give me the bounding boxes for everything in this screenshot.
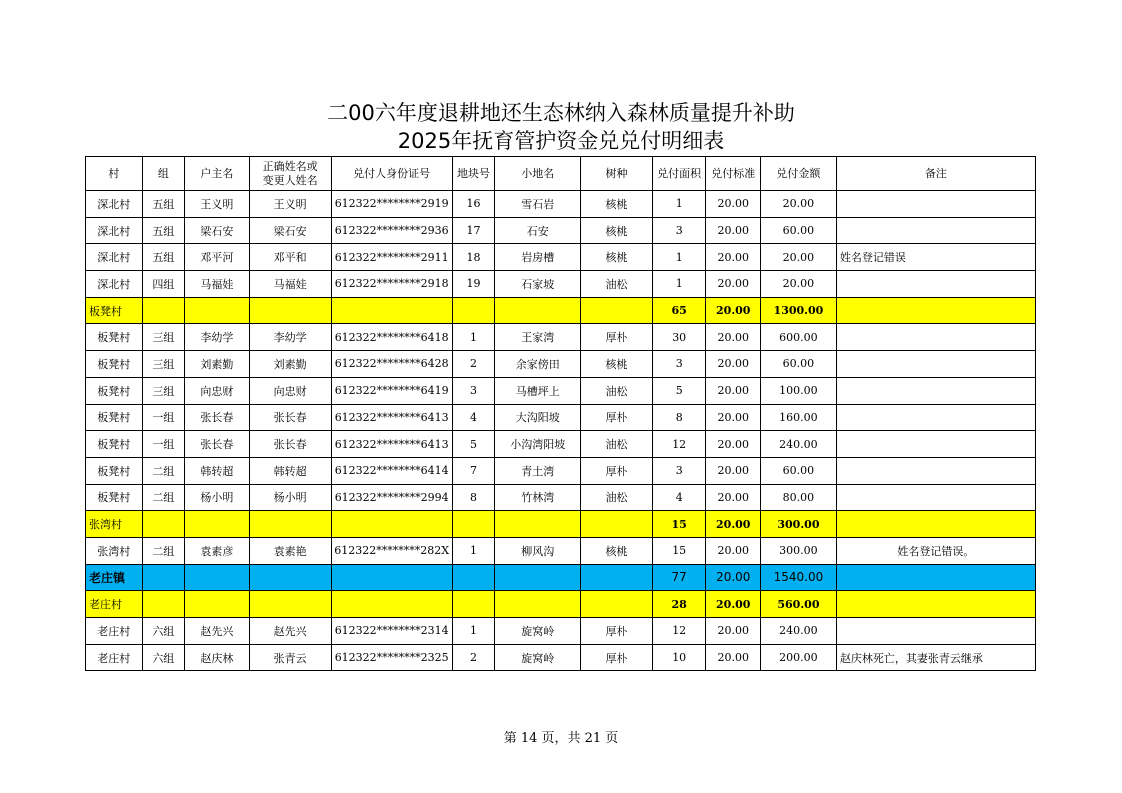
cell-householder: [185, 511, 250, 538]
header-householder: 户主名: [185, 157, 250, 191]
cell-amount: 600.00: [761, 324, 837, 351]
cell-group: 二组: [142, 537, 184, 564]
cell-householder: 王义明: [185, 191, 250, 218]
cell-village: 张湾村: [86, 537, 143, 564]
payment-detail-table: [85, 156, 1036, 671]
cell-area: 12: [652, 431, 706, 458]
table-row: [86, 244, 1036, 271]
cell-tree-species: [581, 564, 653, 591]
cell-area: 28: [652, 591, 706, 618]
cell-area: 3: [652, 351, 706, 378]
cell-plot-number: 8: [452, 484, 494, 511]
cell-correct-name: 赵先兴: [249, 618, 331, 645]
cell-rate: 20.00: [706, 404, 761, 431]
table-row: [86, 324, 1036, 351]
cell-tree-species: 油松: [581, 484, 653, 511]
cell-area: 10: [652, 644, 706, 671]
cell-area: 65: [652, 297, 706, 324]
cell-remarks: [836, 271, 1035, 298]
cell-rate: 20.00: [706, 457, 761, 484]
cell-rate: 20.00: [706, 324, 761, 351]
town-subtotal-row: [86, 564, 1036, 591]
cell-householder: 韩转超: [185, 457, 250, 484]
cell-group: 六组: [142, 644, 184, 671]
cell-rate: 20.00: [706, 377, 761, 404]
cell-area: 12: [652, 618, 706, 645]
cell-householder: [185, 297, 250, 324]
cell-householder: [185, 591, 250, 618]
header-rate: 兑付标准: [706, 157, 761, 191]
cell-village: 板凳村: [86, 324, 143, 351]
cell-village: 板凳村: [86, 404, 143, 431]
table-row: [86, 644, 1036, 671]
cell-tree-species: 厚朴: [581, 618, 653, 645]
cell-place-name: 石安: [495, 217, 581, 244]
cell-amount: 60.00: [761, 351, 837, 378]
cell-plot-number: 1: [452, 618, 494, 645]
cell-group: [142, 297, 184, 324]
cell-amount: 1540.00: [761, 564, 837, 591]
cell-area: 15: [652, 511, 706, 538]
cell-rate: 20.00: [706, 644, 761, 671]
cell-correct-name: 张青云: [249, 644, 331, 671]
table-row: [86, 537, 1036, 564]
cell-rate: 20.00: [706, 431, 761, 458]
cell-rate: 20.00: [706, 217, 761, 244]
cell-amount: 20.00: [761, 191, 837, 218]
header-correct-name: [249, 157, 331, 191]
cell-village: 深北村: [86, 191, 143, 218]
header-correct-name-text: 正确姓名或 变更人姓名: [262, 159, 318, 187]
cell-householder: 赵先兴: [185, 618, 250, 645]
cell-tree-species: 核桃: [581, 217, 653, 244]
cell-rate: 20.00: [706, 511, 761, 538]
cell-village: 板凳村: [86, 457, 143, 484]
cell-rate: 20.00: [706, 297, 761, 324]
cell-place-name: 石家坡: [495, 271, 581, 298]
cell-householder: 张长春: [185, 404, 250, 431]
cell-plot-number: 2: [452, 644, 494, 671]
cell-correct-name: 马福娃: [249, 271, 331, 298]
cell-plot-number: [452, 297, 494, 324]
cell-remarks: [836, 217, 1035, 244]
cell-correct-name: 王义明: [249, 191, 331, 218]
header-place-name: 小地名: [495, 157, 581, 191]
cell-area: 77: [652, 564, 706, 591]
header-group: 组: [142, 157, 184, 191]
cell-tree-species: 厚朴: [581, 644, 653, 671]
cell-place-name: 王家湾: [495, 324, 581, 351]
cell-plot-number: 3: [452, 377, 494, 404]
cell-rate: 20.00: [706, 484, 761, 511]
header-id-number: 兑付人身份证号: [331, 157, 452, 191]
cell-place-name: 岩房槽: [495, 244, 581, 271]
cell-group: 二组: [142, 484, 184, 511]
cell-remarks: [836, 351, 1035, 378]
cell-plot-number: [452, 591, 494, 618]
table-row: [86, 377, 1036, 404]
cell-place-name: 余家傍田: [495, 351, 581, 378]
cell-plot-number: 19: [452, 271, 494, 298]
cell-tree-species: 核桃: [581, 244, 653, 271]
table-row: [86, 271, 1036, 298]
cell-rate: 20.00: [706, 618, 761, 645]
cell-correct-name: [249, 511, 331, 538]
cell-correct-name: [249, 591, 331, 618]
cell-remarks: [836, 591, 1035, 618]
cell-amount: 20.00: [761, 244, 837, 271]
cell-remarks: [836, 618, 1035, 645]
cell-householder: [185, 564, 250, 591]
cell-rate: 20.00: [706, 591, 761, 618]
cell-tree-species: 厚朴: [581, 324, 653, 351]
page-title-line1: 二00六年度退耕地还生态林纳入森林质量提升补助: [327, 101, 795, 125]
page-title-line2: 2025年抚育管护资金兑兑付明细表: [397, 129, 725, 153]
cell-remarks: [836, 564, 1035, 591]
cell-group: 五组: [142, 244, 184, 271]
cell-group: 五组: [142, 191, 184, 218]
cell-id-number: 612322********282X: [331, 537, 452, 564]
cell-amount: 60.00: [761, 217, 837, 244]
cell-id-number: 612322********2314: [331, 618, 452, 645]
cell-village: 老庄镇: [86, 564, 143, 591]
cell-plot-number: 16: [452, 191, 494, 218]
cell-area: 4: [652, 484, 706, 511]
cell-id-number: [331, 564, 452, 591]
cell-place-name: 大沟阳坡: [495, 404, 581, 431]
cell-group: [142, 511, 184, 538]
cell-area: 1: [652, 244, 706, 271]
village-subtotal-row: [86, 297, 1036, 324]
cell-householder: 李幼学: [185, 324, 250, 351]
table-row: [86, 217, 1036, 244]
cell-area: 5: [652, 377, 706, 404]
header-remarks: 备注: [836, 157, 1035, 191]
header-area: 兑付面积: [652, 157, 706, 191]
cell-householder: 赵庆林: [185, 644, 250, 671]
cell-place-name: 旋窝岭: [495, 644, 581, 671]
cell-area: 1: [652, 191, 706, 218]
cell-remarks: [836, 511, 1035, 538]
table-row: [86, 618, 1036, 645]
cell-id-number: [331, 591, 452, 618]
cell-group: 三组: [142, 351, 184, 378]
table-row: [86, 484, 1036, 511]
cell-amount: 300.00: [761, 511, 837, 538]
cell-plot-number: 7: [452, 457, 494, 484]
cell-place-name: 雪石岩: [495, 191, 581, 218]
cell-householder: 袁素彦: [185, 537, 250, 564]
table-row: [86, 351, 1036, 378]
cell-area: 30: [652, 324, 706, 351]
header-tree-species: 树种: [581, 157, 653, 191]
cell-amount: 560.00: [761, 591, 837, 618]
cell-correct-name: 梁石安: [249, 217, 331, 244]
page-footer: 第 14 页，共 21 页: [503, 731, 619, 746]
cell-id-number: 612322********2918: [331, 271, 452, 298]
cell-village: 张湾村: [86, 511, 143, 538]
cell-id-number: 612322********2325: [331, 644, 452, 671]
header-village: 村: [86, 157, 143, 191]
cell-rate: 20.00: [706, 537, 761, 564]
cell-village: 板凳村: [86, 297, 143, 324]
cell-remarks: [836, 431, 1035, 458]
cell-amount: 300.00: [761, 537, 837, 564]
cell-place-name: [495, 564, 581, 591]
cell-village: 板凳村: [86, 377, 143, 404]
cell-area: 3: [652, 217, 706, 244]
cell-id-number: 612322********6413: [331, 431, 452, 458]
cell-place-name: [495, 297, 581, 324]
cell-id-number: [331, 297, 452, 324]
cell-correct-name: [249, 297, 331, 324]
cell-group: 五组: [142, 217, 184, 244]
cell-remarks: 姓名登记错误: [836, 244, 1035, 271]
cell-householder: 刘素勤: [185, 351, 250, 378]
cell-plot-number: [452, 511, 494, 538]
cell-correct-name: 邓平和: [249, 244, 331, 271]
cell-rate: 20.00: [706, 191, 761, 218]
cell-area: 8: [652, 404, 706, 431]
cell-amount: 160.00: [761, 404, 837, 431]
cell-remarks: 赵庆林死亡，其妻张青云继承: [836, 644, 1035, 671]
cell-remarks: 姓名登记错误。: [836, 537, 1035, 564]
cell-id-number: 612322********6428: [331, 351, 452, 378]
cell-plot-number: 5: [452, 431, 494, 458]
cell-group: 三组: [142, 377, 184, 404]
cell-amount: 100.00: [761, 377, 837, 404]
cell-id-number: [331, 511, 452, 538]
cell-village: 板凳村: [86, 484, 143, 511]
cell-group: 六组: [142, 618, 184, 645]
cell-correct-name: 李幼学: [249, 324, 331, 351]
cell-correct-name: 袁素艳: [249, 537, 331, 564]
cell-place-name: 青土湾: [495, 457, 581, 484]
cell-remarks: [836, 457, 1035, 484]
cell-tree-species: 核桃: [581, 537, 653, 564]
cell-place-name: [495, 511, 581, 538]
cell-tree-species: 厚朴: [581, 404, 653, 431]
cell-id-number: 612322********6414: [331, 457, 452, 484]
cell-tree-species: [581, 511, 653, 538]
cell-correct-name: 张长春: [249, 431, 331, 458]
cell-tree-species: 油松: [581, 431, 653, 458]
cell-id-number: 612322********6418: [331, 324, 452, 351]
cell-amount: 1300.00: [761, 297, 837, 324]
table-body: [86, 191, 1036, 671]
cell-group: [142, 591, 184, 618]
cell-id-number: 612322********2994: [331, 484, 452, 511]
cell-correct-name: [249, 564, 331, 591]
cell-tree-species: 油松: [581, 377, 653, 404]
village-subtotal-row: [86, 511, 1036, 538]
cell-village: 老庄村: [86, 591, 143, 618]
table-row: [86, 431, 1036, 458]
cell-village: 板凳村: [86, 351, 143, 378]
cell-village: 深北村: [86, 244, 143, 271]
cell-place-name: 旋窝岭: [495, 618, 581, 645]
table-row: [86, 457, 1036, 484]
cell-area: 1: [652, 271, 706, 298]
cell-correct-name: 杨小明: [249, 484, 331, 511]
header-plot-number: 地块号: [452, 157, 494, 191]
cell-householder: 邓平河: [185, 244, 250, 271]
cell-amount: 240.00: [761, 431, 837, 458]
cell-id-number: 612322********6413: [331, 404, 452, 431]
cell-remarks: [836, 404, 1035, 431]
cell-tree-species: 油松: [581, 271, 653, 298]
cell-rate: 20.00: [706, 351, 761, 378]
cell-place-name: 柳风沟: [495, 537, 581, 564]
cell-id-number: 612322********2936: [331, 217, 452, 244]
cell-remarks: [836, 297, 1035, 324]
cell-plot-number: 2: [452, 351, 494, 378]
cell-tree-species: 核桃: [581, 191, 653, 218]
cell-householder: 马福娃: [185, 271, 250, 298]
cell-rate: 20.00: [706, 244, 761, 271]
cell-amount: 200.00: [761, 644, 837, 671]
cell-amount: 20.00: [761, 271, 837, 298]
cell-amount: 240.00: [761, 618, 837, 645]
cell-rate: 20.00: [706, 271, 761, 298]
cell-remarks: [836, 324, 1035, 351]
cell-id-number: 612322********2911: [331, 244, 452, 271]
cell-tree-species: [581, 591, 653, 618]
cell-village: 深北村: [86, 271, 143, 298]
cell-group: 四组: [142, 271, 184, 298]
cell-remarks: [836, 191, 1035, 218]
cell-householder: 向忠财: [185, 377, 250, 404]
cell-village: 深北村: [86, 217, 143, 244]
cell-remarks: [836, 377, 1035, 404]
cell-place-name: [495, 591, 581, 618]
cell-group: 二组: [142, 457, 184, 484]
table-header-row: [86, 157, 1036, 191]
cell-amount: 80.00: [761, 484, 837, 511]
cell-village: 老庄村: [86, 618, 143, 645]
cell-group: 三组: [142, 324, 184, 351]
cell-householder: 杨小明: [185, 484, 250, 511]
cell-village: 板凳村: [86, 431, 143, 458]
cell-group: 一组: [142, 431, 184, 458]
cell-householder: 梁石安: [185, 217, 250, 244]
cell-place-name: 竹林湾: [495, 484, 581, 511]
cell-rate: 20.00: [706, 564, 761, 591]
cell-plot-number: [452, 564, 494, 591]
cell-correct-name: 韩转超: [249, 457, 331, 484]
cell-correct-name: 向忠财: [249, 377, 331, 404]
cell-correct-name: 刘素勤: [249, 351, 331, 378]
cell-place-name: 马槽坪上: [495, 377, 581, 404]
cell-plot-number: 1: [452, 324, 494, 351]
cell-area: 3: [652, 457, 706, 484]
cell-tree-species: [581, 297, 653, 324]
cell-tree-species: 核桃: [581, 351, 653, 378]
cell-plot-number: 17: [452, 217, 494, 244]
village-subtotal-row: [86, 591, 1036, 618]
cell-group: 一组: [142, 404, 184, 431]
header-amount: 兑付金额: [761, 157, 837, 191]
cell-plot-number: 1: [452, 537, 494, 564]
cell-amount: 60.00: [761, 457, 837, 484]
cell-id-number: 612322********2919: [331, 191, 452, 218]
cell-village: 老庄村: [86, 644, 143, 671]
cell-householder: 张长春: [185, 431, 250, 458]
cell-plot-number: 4: [452, 404, 494, 431]
cell-remarks: [836, 484, 1035, 511]
cell-tree-species: 厚朴: [581, 457, 653, 484]
cell-group: [142, 564, 184, 591]
cell-correct-name: 张长春: [249, 404, 331, 431]
cell-id-number: 612322********6419: [331, 377, 452, 404]
table-row: [86, 191, 1036, 218]
cell-plot-number: 18: [452, 244, 494, 271]
table-row: [86, 404, 1036, 431]
cell-place-name: 小沟湾阳坡: [495, 431, 581, 458]
cell-area: 15: [652, 537, 706, 564]
